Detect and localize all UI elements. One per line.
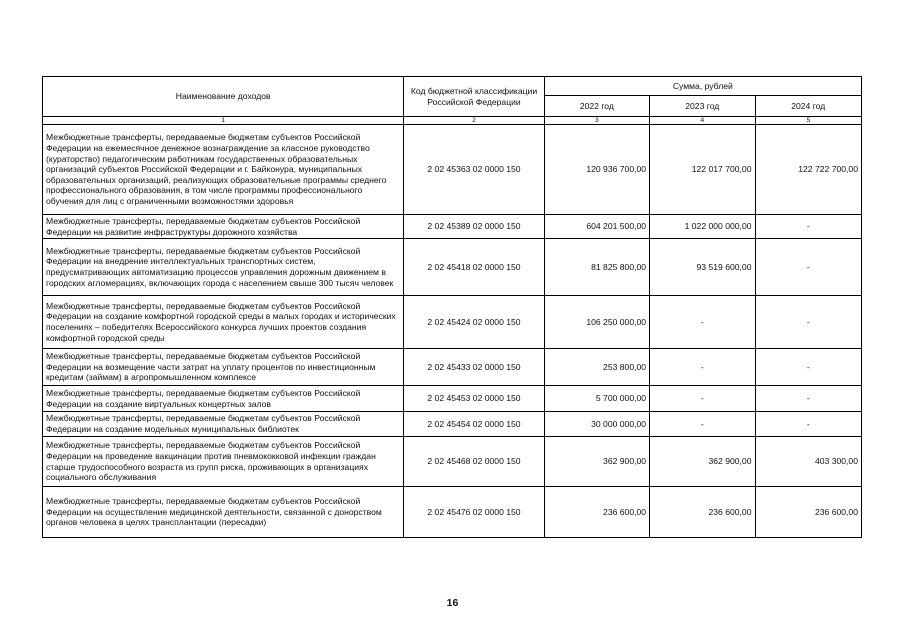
revenue-name-cell: Межбюджетные трансферты, передаваемые бюджетам субъектов Российской Федерации на осуществление медицинской деятельности, связанной с донорством органов человека в целях трансплантации (пересадки) xyxy=(43,487,404,538)
sum-2022-cell: 604 201 500,00 xyxy=(544,215,649,239)
header-name: Наименование доходов xyxy=(43,77,404,117)
page-number: 16 xyxy=(446,597,459,609)
column-index: 5 xyxy=(755,117,862,125)
sum-2022-cell: 81 825 800,00 xyxy=(544,239,649,296)
header-year-2024: 2024 год xyxy=(755,96,862,117)
revenue-name-cell: Межбюджетные трансферты, передаваемые бюджетам субъектов Российской Федерации на внедрение интеллектуальных транспортных систем, предусматривающих автоматизацию процессов управления дорожным движением в городских агломерациях, включающих города с населением свыше 300 тысяч человек xyxy=(43,239,404,296)
sum-2024-cell: 236 600,00 xyxy=(755,487,862,538)
sum-2024-cell: - xyxy=(755,412,862,437)
sum-2023-cell: - xyxy=(650,412,755,437)
sum-2024-cell: 403 300,00 xyxy=(755,437,862,487)
sum-2024-cell: - xyxy=(755,215,862,239)
budget-code-cell: 2 02 45454 02 0000 150 xyxy=(404,412,544,437)
revenue-name-cell: Межбюджетные трансферты, передаваемые бюджетам субъектов Российской Федерации на проведение вакцинации против пневмококковой инфекции граждан старше трудоспособного возраста из групп риска, проживающих в организациях социального обслуживания xyxy=(43,437,404,487)
budget-code-cell: 2 02 45424 02 0000 150 xyxy=(404,296,544,349)
sum-2022-cell: 106 250 000,00 xyxy=(544,296,649,349)
budget-code-cell: 2 02 45433 02 0000 150 xyxy=(404,349,544,386)
table-row xyxy=(43,125,862,215)
sum-2023-cell: 93 519 600,00 xyxy=(650,239,755,296)
sum-2023-cell: 236 600,00 xyxy=(650,487,755,538)
column-index: 2 xyxy=(404,117,544,125)
table-row xyxy=(43,296,862,349)
sum-2023-cell: 1 022 000 000,00 xyxy=(650,215,755,239)
budget-code-cell: 2 02 45418 02 0000 150 xyxy=(404,239,544,296)
budget-code-cell: 2 02 45363 02 0000 150 xyxy=(404,125,544,215)
header-sum: Сумма, рублей xyxy=(544,77,861,96)
table-row xyxy=(43,412,862,437)
sum-2023-cell: 122 017 700,00 xyxy=(650,125,755,215)
sum-2023-cell: - xyxy=(650,349,755,386)
table-header xyxy=(43,77,862,125)
revenue-name-cell: Межбюджетные трансферты, передаваемые бюджетам субъектов Российской Федерации на создание модельных муниципальных библиотек xyxy=(43,412,404,437)
header-year-2022: 2022 год xyxy=(544,96,649,117)
sum-2022-cell: 5 700 000,00 xyxy=(544,386,649,412)
sum-2022-cell: 30 000 000,00 xyxy=(544,412,649,437)
table-row xyxy=(43,349,862,386)
sum-2023-cell: - xyxy=(650,386,755,412)
header-code: Код бюджетной классификации Российской Федерации xyxy=(404,77,544,117)
sum-2023-cell: 362 900,00 xyxy=(650,437,755,487)
header-year-2023: 2023 год xyxy=(650,96,755,117)
revenue-name-cell: Межбюджетные трансферты, передаваемые бюджетам субъектов Российской Федерации на создание комфортной городской среды в малых городах и исторических поселениях – победителях Всероссийского конкурса лучших проектов создания комфортной городской среды xyxy=(43,296,404,349)
revenue-name-cell: Межбюджетные трансферты, передаваемые бюджетам субъектов Российской Федерации на ежемесячное денежное вознаграждение за классное руководство (кураторство) педагогическим работникам государственных образовательных организаций субъектов Российской Федерации и г. Байконура, муниципальных образовательных организаций, реализующих образовательные программы среднего профессионального образования, в том числе программы профессионального обучения для лиц с ограниченными возможностями здоровья xyxy=(43,125,404,215)
budget-code-cell: 2 02 45476 02 0000 150 xyxy=(404,487,544,538)
sum-2024-cell: - xyxy=(755,349,862,386)
revenue-name-cell: Межбюджетные трансферты, передаваемые бюджетам субъектов Российской Федерации на развитие инфраструктуры дорожного хозяйства xyxy=(43,215,404,239)
revenue-name-cell: Межбюджетные трансферты, передаваемые бюджетам субъектов Российской Федерации на возмещение части затрат на уплату процентов по инвестиционным кредитам (займам) в агропромышленном комплексе xyxy=(43,349,404,386)
column-index: 4 xyxy=(650,117,755,125)
sum-2022-cell: 253 800,00 xyxy=(544,349,649,386)
sum-2024-cell: - xyxy=(755,239,862,296)
budget-code-cell: 2 02 45468 02 0000 150 xyxy=(404,437,544,487)
table-row xyxy=(43,437,862,487)
sum-2023-cell: - xyxy=(650,296,755,349)
column-index-row xyxy=(43,117,862,125)
table-row xyxy=(43,239,862,296)
sum-2024-cell: - xyxy=(755,296,862,349)
sum-2022-cell: 236 600,00 xyxy=(544,487,649,538)
sum-2022-cell: 120 936 700,00 xyxy=(544,125,649,215)
table-row xyxy=(43,487,862,538)
budget-code-cell: 2 02 45389 02 0000 150 xyxy=(404,215,544,239)
column-index: 1 xyxy=(43,117,404,125)
sum-2022-cell: 362 900,00 xyxy=(544,437,649,487)
budget-code-cell: 2 02 45453 02 0000 150 xyxy=(404,386,544,412)
table-row xyxy=(43,215,862,239)
sum-2024-cell: - xyxy=(755,386,862,412)
sum-2024-cell: 122 722 700,00 xyxy=(755,125,862,215)
revenue-name-cell: Межбюджетные трансферты, передаваемые бюджетам субъектов Российской Федерации на создание виртуальных концертных залов xyxy=(43,386,404,412)
revenue-table xyxy=(42,76,862,538)
column-index: 3 xyxy=(544,117,649,125)
table-row xyxy=(43,386,862,412)
table-body xyxy=(43,125,862,538)
